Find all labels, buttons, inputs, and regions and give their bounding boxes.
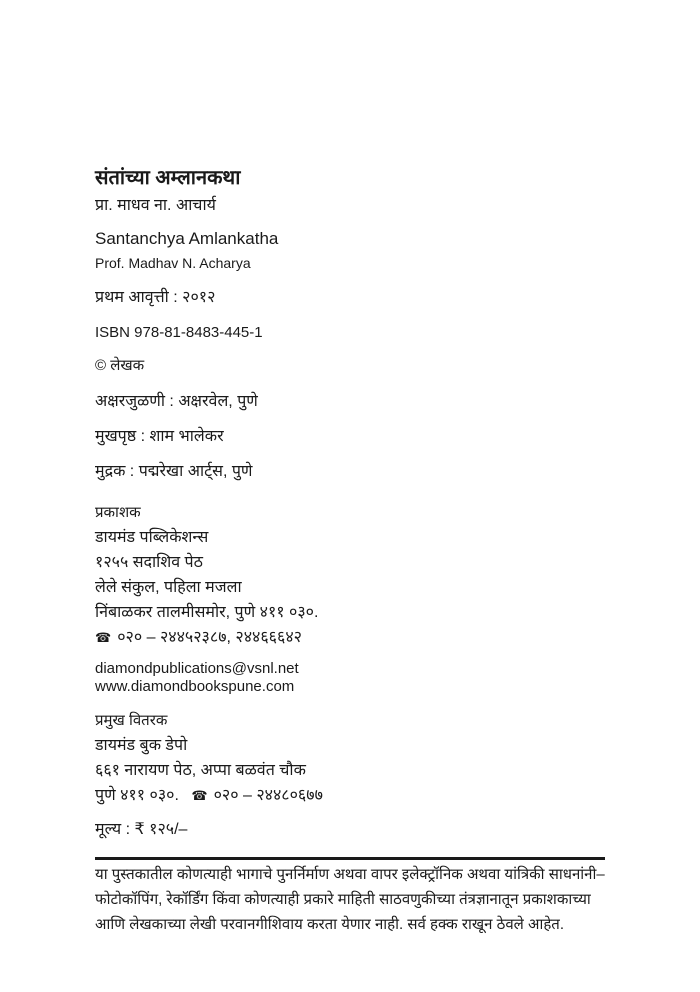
edition: प्रथम आवृत्ती : २०१२ xyxy=(95,289,216,306)
phone-icon: ☎ xyxy=(95,630,112,645)
rights-line: आणि लेखकाच्या लेखी परवानगीशिवाय करता येणार नाही. सर्व हक्क राखून ठेवले आहेत. xyxy=(95,916,565,933)
divider xyxy=(95,857,605,860)
distributor-heading: प्रमुख वितरक xyxy=(95,712,168,729)
author-marathi: प्रा. माधव ना. आचार्य xyxy=(95,197,216,214)
publisher-address-3: निंबाळकर तालमीसमोर, पुणे ४११ ०३०. xyxy=(95,604,319,621)
rights-notice xyxy=(95,862,610,937)
publisher-heading: प्रकाशक xyxy=(95,504,141,521)
publisher-address-1: १२५५ सदाशिव पेठ xyxy=(95,554,203,571)
isbn: ISBN 978-81-8483-445-1 xyxy=(95,324,263,341)
cover-design: मुखपृष्ठ : शाम भालेकर xyxy=(95,428,224,445)
distributor-address-line xyxy=(95,786,323,805)
publisher-email: diamondpublications@vsnl.net xyxy=(95,660,299,677)
rights-line: फोटोकॉपिंग, रेकॉर्डिंग किंवा कोणत्याही प्रकारे माहिती साठवणुकीच्या तंत्रज्ञानातून प्रकाशकाच्या xyxy=(95,891,591,908)
phone-icon: ☎ xyxy=(191,788,208,803)
printer: मुद्रक : पद्मरेखा आर्ट्स, पुणे xyxy=(95,463,253,480)
publisher-phone-line xyxy=(95,628,302,647)
rights-line: या पुस्तकातील कोणत्याही भागाचे पुनर्निर्माण अथवा वापर इलेक्ट्रॉनिक अथवा यांत्रिकी साधनांनी– xyxy=(95,866,605,883)
typesetting: अक्षरजुळणी : अक्षरवेल, पुणे xyxy=(95,393,258,410)
publisher-name: डायमंड पब्लिकेशन्स xyxy=(95,529,209,546)
author-english: Prof. Madhav N. Acharya xyxy=(95,255,251,271)
publisher-address-2: लेले संकुल, पहिला मजला xyxy=(95,579,242,596)
distributor-phone: ०२० – २४४८०६७७ xyxy=(213,787,323,804)
distributor-address-1: ६६१ नारायण पेठ, अप्पा बळवंत चौक xyxy=(95,762,306,779)
distributor-address-2: पुणे ४११ ०३०. xyxy=(95,787,179,804)
publisher-phone: ०२० – २४४५२३८७, २४४६६६४२ xyxy=(117,629,302,646)
copyright: © लेखक xyxy=(95,357,145,374)
distributor-name: डायमंड बुक डेपो xyxy=(95,737,188,754)
book-title-marathi: संतांच्या अम्लानकथा xyxy=(95,167,241,189)
book-title-english: Santanchya Amlankatha xyxy=(95,229,279,248)
publisher-website: www.diamondbookspune.com xyxy=(95,678,295,695)
price: मूल्य : ₹ १२५/– xyxy=(95,821,188,838)
